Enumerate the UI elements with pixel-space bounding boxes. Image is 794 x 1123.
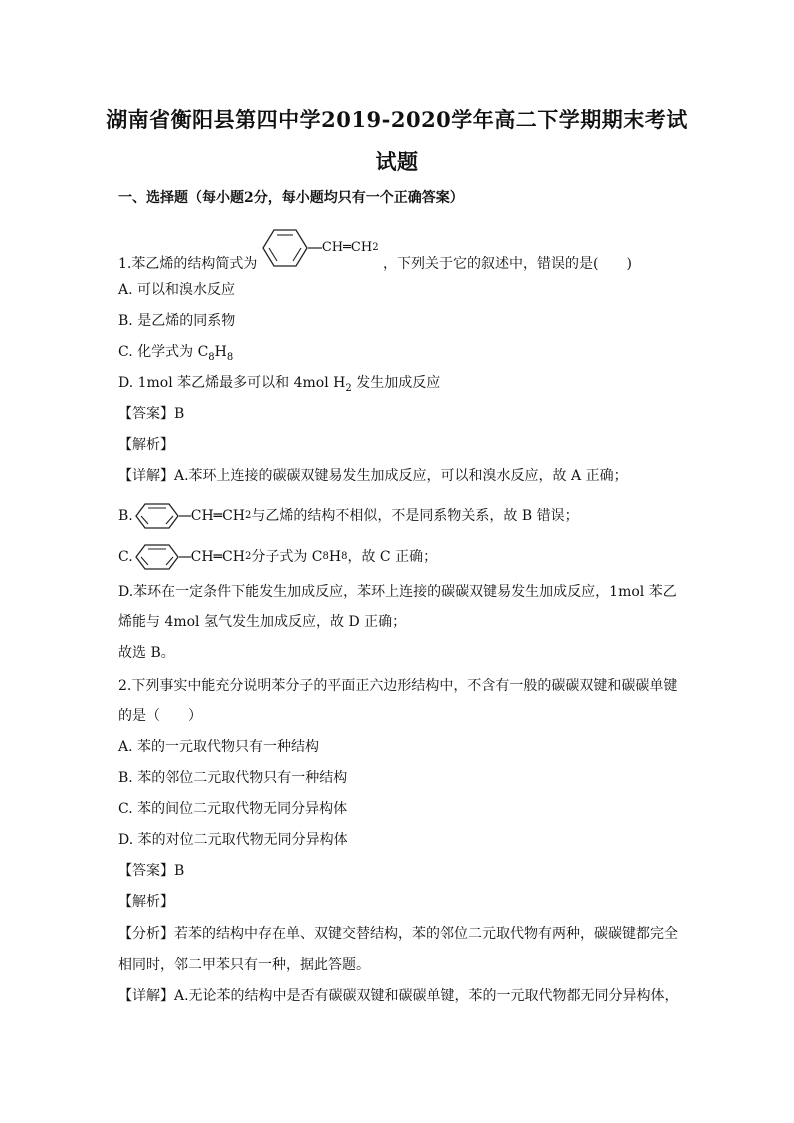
q1-option-d-suffix: 发生加成反应 — [351, 375, 441, 391]
q2-option-b: B. 苯的邻位二元取代物只有一种结构 — [118, 770, 348, 786]
q1-option-c-mid: H — [214, 344, 227, 360]
q1-option-c-sub2: 8 — [226, 351, 234, 363]
section-heading: 一、选择题（每小题2分，每小题均只有一个正确答案） — [118, 190, 464, 206]
q1-option-d — [118, 373, 440, 393]
q2-option-a: A. 苯的一元取代物只有一种结构 — [118, 739, 320, 755]
q1-detail-c-label: C. — [118, 549, 133, 565]
q2-answer: 【答案】B — [118, 863, 185, 879]
single-bond-icon — [308, 243, 322, 253]
benzene-ring-icon — [135, 543, 179, 571]
document-title-line1: 湖南省衡阳县第四中学2019-2020学年高二下学期期末考试 — [106, 107, 688, 132]
q1-detail-c: C. CH═CH 2 分子式为 C 8 H 8 ，故 C 正确； — [118, 543, 437, 571]
q1-option-a: A. 可以和溴水反应 — [118, 282, 236, 298]
q1-stem-before: 1.苯乙烯的结构简式为 — [118, 256, 258, 272]
q2-fenxi-line1: 【分析】若苯的结构中存在单、双键交替结构，苯的邻位二元取代物有两种，碳碳键都完全 — [118, 926, 678, 942]
q1-detail-d-line2: 烯能与 4mol 氢气发生加成反应，故 D 正确； — [118, 614, 407, 630]
q1-option-c — [118, 342, 233, 362]
single-bond-icon — [179, 552, 191, 562]
q2-option-d: D. 苯的对位二元取代物无同分异构体 — [118, 832, 348, 848]
q1-answer: 【答案】B — [118, 406, 185, 422]
q2-stem-line2: 的是（ ） — [118, 708, 202, 724]
benzene-ring-icon — [135, 502, 179, 530]
q1-detail-c-text-b: H — [328, 549, 342, 565]
q2-fenxi-line2: 相同时，邻二甲苯只有一种，据此答题。 — [118, 957, 370, 973]
styrene-structure: CH═CH 2 — [262, 228, 379, 268]
q2-stem-line1: 2.下列事实中能充分说明苯分子的平面正六边形结构中，不含有一般的碳碳双键和碳碳单键 — [118, 678, 678, 694]
q1-detail-b-formula: CH═CH — [190, 508, 246, 524]
document-title-line2: 试题 — [375, 149, 419, 174]
q1-option-d-sub: 2 — [345, 382, 352, 394]
q1-conclusion: 故选 B。 — [118, 645, 175, 661]
q2-detail-line1: 【详解】A.无论苯的结构中是否有碳碳双键和碳碳单键，苯的一元取代物都无同分异构体， — [118, 988, 679, 1004]
single-bond-icon — [179, 511, 191, 521]
q1-detail-b-label: B. — [118, 508, 133, 524]
q1-stem-after: ，下列关于它的叙述中，错误的是( ) — [383, 256, 632, 272]
q1-detail-b-text: 与乙烯的结构不相似，不是同系物关系，故 B 错误； — [251, 508, 579, 524]
q1-option-b: B. 是乙烯的同系物 — [118, 313, 236, 329]
q1-option-d-text: D. 1mol 苯乙烯最多可以和 4mol H — [118, 375, 346, 391]
q1-stem — [118, 228, 632, 274]
q2-option-c: C. 苯的间位二元取代物无同分异构体 — [118, 801, 348, 817]
q1-detail-c-text-a: 分子式为 C — [251, 549, 323, 565]
benzene-ring-icon — [262, 228, 308, 268]
q1-detail-d-line1: D.苯环在一定条件下能发生加成反应，苯环上连接的碳碳双键易发生加成反应，1mol 苯乙 — [118, 584, 677, 600]
q1-option-c-text: C. 化学式为 C — [118, 344, 209, 360]
q1-analysis-label: 【解析】 — [118, 437, 174, 453]
q1-detail-c-text-c: ，故 C 正确； — [347, 549, 438, 565]
q1-detail-c-formula: CH═CH — [190, 549, 245, 565]
q1-option-c-sub1: 8 — [208, 351, 215, 363]
q1-detail-a: 【详解】A.苯环上连接的碳碳双键易发生加成反应，可以和溴水反应，故 A 正确； — [118, 468, 628, 484]
q1-detail-b: B. CH═CH 2 与乙烯的结构不相似，不是同系物关系，故 B 错误； — [118, 502, 579, 530]
q1-formula-text: CH═CH — [321, 240, 373, 255]
q2-analysis-label: 【解析】 — [118, 894, 174, 910]
